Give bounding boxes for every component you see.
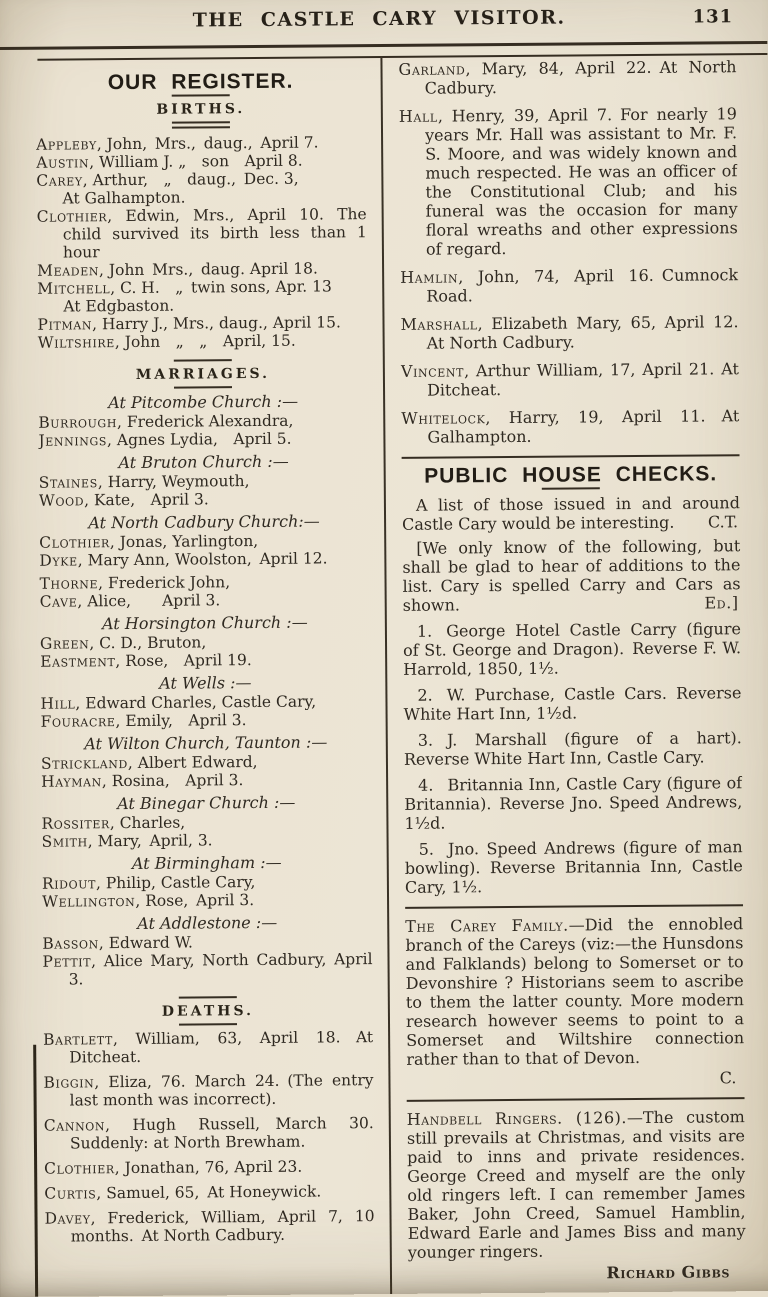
marriage-line	[39, 549, 369, 570]
entry-text: , Edward Charles, Castle Cary,	[75, 692, 317, 713]
deaths-continued	[398, 57, 739, 447]
marriage-group	[39, 452, 369, 510]
death-entry	[43, 1028, 373, 1067]
section-divider-rule	[405, 904, 743, 909]
entry-text: , Edwin, Mrs., April 10. The child survived its birth less than 1 hour	[62, 205, 367, 262]
marriage-group	[39, 512, 369, 570]
surname: Hall	[398, 106, 438, 126]
surname: Curtis	[44, 1184, 97, 1203]
marriage-line	[39, 489, 369, 510]
section-double-rule	[172, 121, 230, 128]
surname: Garland	[398, 59, 466, 79]
masthead	[0, 5, 768, 45]
surname: Hayman	[41, 772, 102, 791]
note-lead: Handbell Ringers. (126).	[406, 1108, 628, 1129]
note-body: —The custom still prevails at Christmas, and visits are paid to inns and private residences. George Creed and myself are the only old ringers left. I can remember James Baker, John Creed, Samuel Hamblin, Edward Earle and James Biss and many younger ringers.	[406, 1107, 746, 1262]
death-entry	[44, 1182, 374, 1203]
section-rule	[179, 996, 237, 998]
section-rule	[172, 94, 230, 96]
entry-text: , Edward W.	[98, 933, 193, 953]
surname: Hill	[40, 694, 76, 713]
marriages-section	[38, 358, 373, 989]
marriage-line	[42, 950, 372, 989]
death-entry	[398, 57, 736, 98]
deaths-heading: DEATHS.	[161, 1003, 254, 1020]
column-divider	[380, 56, 392, 1294]
right-column	[398, 55, 746, 1290]
surname: Vincent	[400, 361, 465, 381]
surname: Whitelock	[401, 408, 486, 428]
entry-text: , Henry, 39, April 7. For nearly 19 years Mr. Hall was assistant to Mr. F. S. Moore, and was widely known and much respected. He was an officer of the Constitutional Club; and his funeral was the occasion for many floral wreaths and other expressions of regard.	[424, 104, 738, 259]
entry-text: , John, Mrs., daug., April 7.	[96, 133, 319, 154]
entry-continuation: At Edgbaston.	[63, 296, 175, 316]
surname: Eastment	[40, 652, 116, 671]
marriage-line	[38, 429, 368, 450]
surname: Marshall	[400, 314, 478, 334]
surname: Austin	[36, 153, 90, 172]
entry-text: , Philip, Castle Cary,	[95, 873, 256, 893]
marriage-group	[40, 613, 370, 671]
entry-text: , William J. „ son April 8.	[89, 151, 303, 172]
section-rule	[174, 386, 232, 388]
death-entry	[399, 104, 738, 259]
surname: Pitman	[37, 315, 93, 334]
surname: Pettit	[42, 952, 92, 971]
entry-text: , Rosina, April 3.	[101, 771, 244, 791]
marriage-place: At Addlestone :—	[137, 912, 278, 933]
public-house-checks-section	[402, 464, 743, 897]
register-title: OUR REGISTER.	[107, 69, 294, 95]
entry-text: , Hugh Russell, March 30. Suddenly: at North Brewham.	[69, 1114, 374, 1153]
surname: Rossiter	[41, 814, 110, 833]
phc-item	[404, 773, 742, 833]
item-number: 4.	[418, 775, 434, 795]
entry-text: , Charles,	[109, 813, 186, 833]
surname: Staines	[38, 473, 98, 492]
item-number: 1.	[416, 621, 433, 641]
marriage-place: At Birmingham :—	[131, 852, 282, 873]
marriage-place: At Binegar Church :—	[117, 792, 296, 814]
entry-continuation: At Galhampton.	[62, 188, 186, 208]
entry-text: , Harry, 19, April 11. At Galhampton.	[427, 406, 740, 447]
death-entry	[44, 1157, 374, 1178]
birth-entry	[37, 205, 367, 262]
phc-intro	[402, 493, 740, 534]
marriage-line	[40, 650, 370, 671]
births-heading: BIRTHS.	[156, 101, 246, 118]
entry-text: , Rose, April 3.	[135, 891, 255, 910]
surname: Thorne	[39, 574, 99, 593]
phc-item	[403, 619, 741, 679]
surname: Basson	[42, 934, 99, 953]
surname: Wood	[38, 491, 85, 510]
phc-title: PUBLIC HOUSE CHECKS.	[424, 462, 718, 488]
item-text: Jno. Speed Andrews (figure of man bowling). Reverse Britannia Inn, Castle Cary, 1½.	[404, 837, 743, 897]
marriage-group	[41, 793, 371, 851]
entry-text: , Elizabeth Mary, 65, April 12. At North Cadbury.	[426, 312, 739, 353]
surname: Fouracre	[40, 712, 116, 731]
death-entry	[44, 1114, 374, 1153]
note-paragraph	[405, 914, 744, 1069]
marriage-place: At Pitcombe Church :—	[108, 391, 299, 413]
surname: Strickland	[40, 754, 128, 773]
scan-left-edge-shadow	[0, 0, 1, 1297]
marriage-group	[39, 572, 369, 611]
surname: Clothier	[44, 1159, 115, 1178]
entry-text: , Rose, April 19.	[115, 651, 252, 671]
surname: Biggin	[43, 1073, 95, 1092]
entry-text: , Harry J., Mrs., daug., April 15.	[91, 313, 341, 334]
surname: Clothier	[36, 207, 108, 226]
phc-item	[404, 728, 742, 769]
section-divider-rule	[402, 454, 740, 459]
birth-entry	[36, 169, 366, 208]
entry-text: , Jonathan, 76, April 23.	[114, 1157, 303, 1178]
entry-text: , C. D., Bruton,	[89, 633, 207, 653]
entry-text: , John Mrs., daug. April 18.	[98, 259, 318, 280]
surname: Wiltshire	[37, 333, 115, 352]
left-column	[35, 58, 375, 1293]
entry-text: , Alice Mary, North Cadbury, April 3.	[68, 950, 373, 989]
paragraph-text: A list of those issued in and around Castle Cary would be interesting.	[402, 493, 741, 534]
marriages-heading: MARRIAGES.	[135, 365, 271, 383]
entry-text: , Frederick John,	[97, 573, 231, 593]
entry-text: , Samuel, 65, At Honeywick.	[96, 1182, 322, 1203]
marriage-place: At Wilton Church, Taunton :—	[84, 732, 328, 754]
surname: Jennings	[38, 431, 108, 450]
entry-text: , John, 74, April 16. Cumnock Road.	[426, 265, 739, 306]
surname: Green	[39, 634, 90, 653]
entry-text: , Arthur William, 17, April 21. At Ditcheat.	[426, 359, 739, 400]
carey-family-note	[405, 914, 744, 1090]
marriage-group	[42, 913, 373, 989]
entry-text: , Albert Edward,	[127, 752, 258, 773]
item-text: J. Marshall (figure of a hart). Reverse White Hart Inn, Castle Cary.	[403, 728, 742, 769]
entry-text: , William, 63, April 18. At Ditcheat.	[69, 1028, 374, 1067]
birth-entry	[37, 313, 367, 334]
note-paragraph	[407, 1107, 746, 1262]
surname: Bartlett	[43, 1030, 113, 1049]
marriage-line	[40, 590, 370, 611]
entry-text: , Frederick Alexandra,	[116, 411, 294, 432]
birth-entry	[36, 133, 366, 154]
page-left-frame-line	[33, 1045, 37, 1297]
surname: Cave	[39, 592, 78, 611]
entry-text: , Harry, Weymouth,	[97, 472, 250, 492]
surname: Hamlin	[400, 267, 459, 287]
entry-text: , Alice, April 3.	[77, 591, 221, 611]
entry-text: , Emily, April 3.	[115, 711, 247, 731]
surname: Appleby	[36, 135, 97, 154]
paragraph-text: [We only know of the following, but shall be glad to hear of additions to the list. Cary is spelled Carry and Cars as shown.	[402, 536, 741, 615]
deaths-section	[43, 995, 375, 1246]
births-list	[36, 133, 368, 352]
surname: Mitchell	[37, 279, 111, 298]
surname: Cannon	[43, 1116, 106, 1135]
entry-text: , Arthur, „ daug., Dec. 3,	[82, 169, 299, 190]
entry-text: , Kate, April 3.	[84, 490, 209, 510]
signature: Richard Gibbs	[606, 1262, 731, 1283]
note-body: —Did the ennobled branch of the Careys (viz:—the Hunsdons and Falklands) belong to Somerset or to Devonshire ? Historians seem to ascribe to them the latter county. More modern research however seems to point to a Somerset and Wiltshire connection rather than to that of Devon.	[405, 914, 745, 1069]
entry-text: , Eliza, 76. March 24. (The entry last month was incorrect).	[69, 1071, 374, 1110]
surname: Dyke	[39, 551, 78, 570]
signature: Ed.]	[704, 593, 739, 613]
surname: Clothier	[39, 533, 110, 552]
birth-entry	[38, 331, 368, 352]
marriage-group	[41, 733, 371, 791]
marriage-group	[38, 392, 368, 450]
surname: Meaden	[37, 261, 100, 280]
item-number: 5.	[418, 839, 434, 859]
marriage-place: At North Cadbury Church:—	[88, 511, 320, 533]
marriage-place: At Wells :—	[159, 673, 252, 693]
signature: C.	[719, 1068, 737, 1088]
marriage-line	[42, 830, 372, 851]
entry-text: , Frederick, William, April 7, 10 months. At North Cadbury.	[70, 1207, 375, 1246]
section-divider-rule	[407, 1097, 745, 1102]
entry-text: , Mary Ann, Woolston, April 12.	[77, 549, 328, 570]
marriage-place: At Horsington Church :—	[101, 612, 308, 634]
item-text: Britannia Inn, Castle Cary (figure of Britannia). Reverse Jno. Speed Andrews, 1½d.	[404, 773, 743, 833]
item-number: 3.	[417, 730, 434, 750]
marriage-place: At Bruton Church :—	[118, 451, 289, 473]
death-entry	[401, 359, 739, 400]
surname: Smith	[41, 832, 88, 851]
death-entry	[400, 312, 738, 353]
page-number: 131	[692, 6, 734, 28]
marriage-group	[40, 673, 370, 731]
entry-text: , Agnes Lydia, April 5.	[106, 429, 292, 450]
entry-text: , Mary, April, 3.	[87, 831, 213, 851]
death-entry	[400, 265, 738, 306]
surname: Wellington	[41, 891, 136, 911]
handbell-ringers-note	[407, 1107, 746, 1284]
item-text: W. Purchase, Castle Cars. Reverse White Hart Inn, 1½d.	[403, 683, 742, 724]
entry-text: , C. H. „ twin sons, Apr. 13	[110, 277, 332, 298]
phc-editor-note	[402, 536, 741, 615]
section-rule	[542, 487, 600, 489]
section-rule	[174, 359, 232, 361]
death-entry	[401, 406, 739, 447]
masthead-title: THE CASTLE CARY VISITOR.	[192, 6, 566, 32]
phc-item	[405, 837, 743, 897]
signature: C.T.	[707, 512, 739, 532]
item-text: George Hotel Castle Carry (figure of St. George and Dragon). Reverse F. W. Harrold, 1850, 1½.	[403, 619, 742, 679]
marriage-line	[42, 890, 372, 911]
note-lead: The Carey Family.	[405, 915, 569, 936]
marriage-line	[41, 710, 371, 731]
death-entry	[43, 1071, 373, 1110]
entry-text: , Mary, 84, April 22. At North Cadbury.	[424, 57, 737, 98]
item-number: 2.	[417, 685, 433, 705]
birth-entry	[37, 277, 367, 316]
phc-item	[403, 683, 741, 724]
surname: Davey	[44, 1209, 91, 1228]
entry-text: , John „ „ April, 15.	[114, 331, 296, 352]
marriage-group	[42, 853, 372, 911]
section-rule	[179, 1023, 237, 1025]
surname: Ridout	[41, 874, 97, 893]
entry-text: , Jonas, Yarlington,	[109, 531, 259, 552]
surname: Carey	[36, 171, 83, 190]
marriage-line	[41, 770, 371, 791]
death-entry	[44, 1207, 374, 1246]
surname: Burrough	[38, 413, 118, 432]
